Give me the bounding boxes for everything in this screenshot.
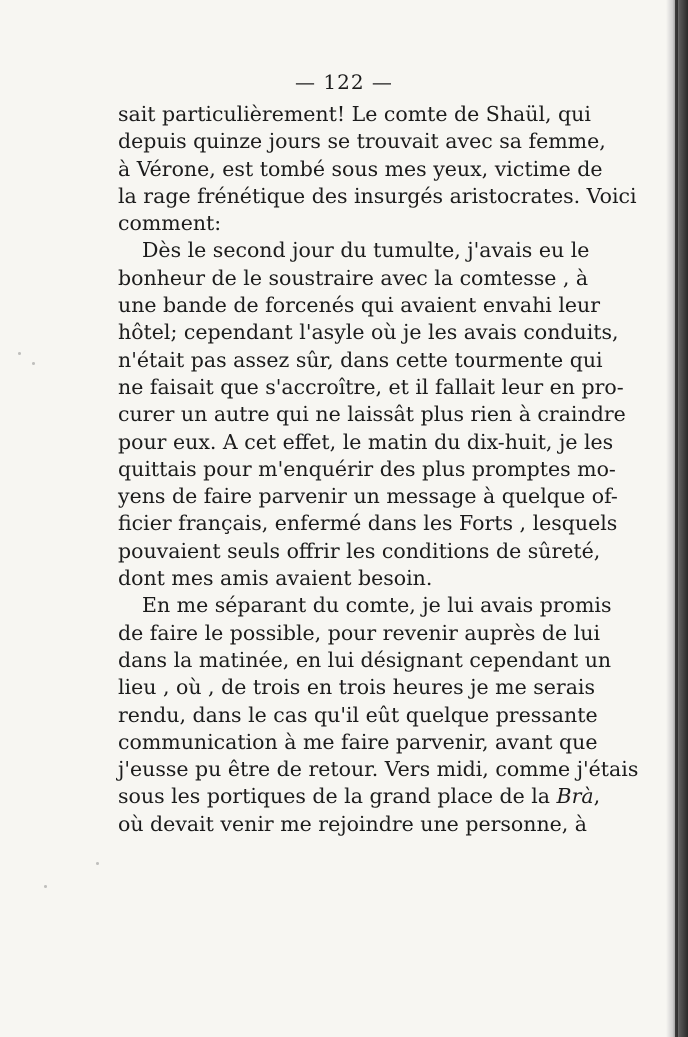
text-line: bonheur de le soustraire avec la comtesse , à [118, 265, 589, 290]
text-line: dans la matinée, en lui désignant cependant un [118, 647, 612, 672]
text-line: sait particulièrement! Le comte de Shaül, qui [118, 102, 591, 126]
text-line: pour eux. A cet effet, le matin du dix-huit, je les [118, 429, 614, 454]
text-line: Dès le second jour du tumulte, j'avais eu le [142, 238, 590, 263]
text-line: hôtel; cependant l'asyle où je les avais conduits, [118, 320, 619, 345]
text-line: la rage frénétique des insurgés aristocrates. Voici [118, 183, 637, 208]
text-line: à Vérone, est tombé sous mes yeux, victime de [118, 156, 603, 181]
text-line: yens de faire parvenir un message à quelque of- [118, 484, 618, 509]
paper-speck [96, 862, 99, 865]
text-line: En me séparant du comte, je lui avais promis [142, 593, 612, 618]
text-line: rendu, dans le cas qu'il eût quelque pressante [118, 702, 598, 727]
text-line: dont mes amis avaient besoin. [118, 566, 433, 591]
text-line: lieu , où , de trois en trois heures je me serais [118, 675, 596, 700]
text-line: ficier français, enfermé dans les Forts , lesquels [118, 511, 618, 536]
text-line: de faire le possible, pour revenir auprès de lui [118, 620, 601, 645]
text-line: une bande de forcenés qui avaient envahi leur [118, 293, 601, 318]
binding-line [675, 0, 678, 1037]
text-line: où devait venir me rejoindre une personne, à [118, 811, 588, 836]
text-line: pouvaient seuls offrir les conditions de sûreté, [118, 538, 601, 563]
text-line: depuis quinze jours se trouvait avec sa femme, [118, 129, 606, 154]
page-number: — 122 — [295, 70, 393, 94]
paper-speck [32, 362, 35, 365]
text-line: curer un autre qui ne laissât plus rien à craindre [118, 402, 626, 427]
text-line: comment: [118, 211, 222, 236]
text-line: n'était pas assez sûr, dans cette tourmente qui [118, 347, 603, 372]
text-line: sous les portiques de la grand place de la Brà, [118, 784, 601, 809]
paper-speck [44, 885, 47, 888]
text-line: communication à me faire parvenir, avant que [118, 729, 598, 754]
italic-place-name: Brà [556, 784, 594, 809]
text-line: j'eusse pu être de retour. Vers midi, comme j'étais [118, 757, 639, 782]
text-line: ne faisait que s'accroître, et il fallait leur en pro- [118, 374, 624, 399]
paper-speck [18, 352, 21, 355]
body-text [118, 101, 639, 838]
text-line: quittais pour m'enquérir des plus promptes mo- [118, 456, 616, 481]
